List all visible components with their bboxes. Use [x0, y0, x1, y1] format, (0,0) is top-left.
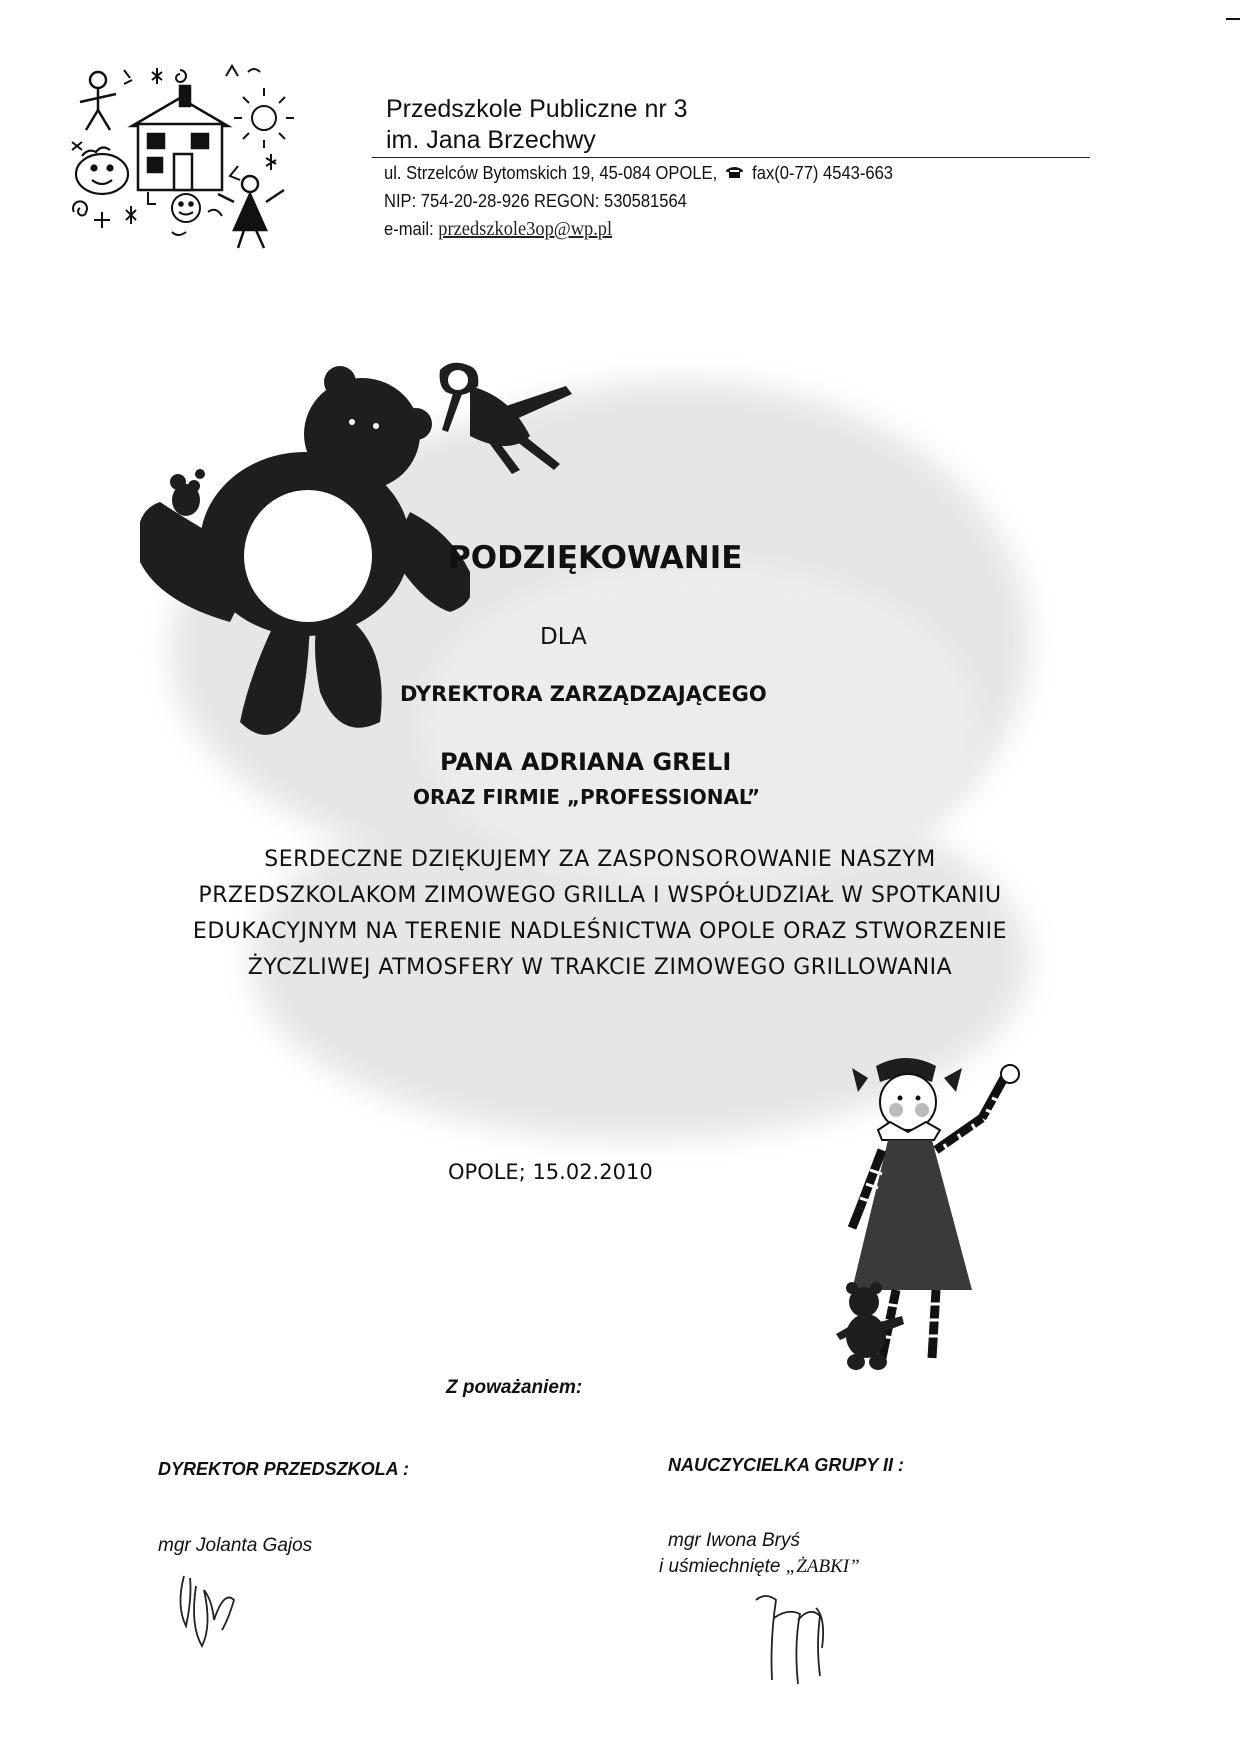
recipient-company: ORAZ FIRMIE „PROFESSIONAL”	[413, 785, 761, 809]
group-line	[659, 1556, 860, 1578]
tax-ids: NIP: 754-20-28-926 REGON: 530581564	[384, 191, 687, 211]
email-label: e-mail:	[384, 219, 434, 239]
message-line: ŻYCZLIWEJ ATMOSFERY W TRAKCIE ZIMOWEGO GRILLOWANIA	[247, 955, 953, 980]
address-text: ul. Strzelców Bytomskich 19, 45-084 OPOLE,	[384, 163, 718, 183]
letterhead-divider	[372, 157, 1090, 158]
sun-icon	[234, 88, 294, 148]
house-icon	[132, 86, 228, 190]
smiley-icon	[76, 147, 128, 194]
kindergarten-name-line2: im. Jana Brzechwy	[386, 126, 596, 154]
thank-you-message	[100, 842, 1100, 986]
small-bear-icon	[836, 1282, 906, 1372]
left-signatory-role: DYREKTOR PRZEDSZKOLA :	[158, 1459, 410, 1479]
recipient-prefix: DLA	[540, 624, 587, 650]
phone-icon	[725, 166, 743, 178]
message-line: SERDECZNE DZIĘKUJEMY ZA ZASPONSOROWANIE NASZYM	[264, 847, 936, 872]
right-signature	[746, 1588, 836, 1698]
kindergarten-logo	[68, 62, 318, 262]
recipient-name: PANA ADRIANA GRELI	[440, 748, 732, 776]
girl-figure-icon	[218, 176, 284, 248]
email-line	[384, 218, 612, 241]
group-name: „ŻABKI”	[785, 1556, 860, 1577]
address-line	[384, 163, 893, 184]
right-signatory-name: mgr Iwona Bryś	[668, 1530, 800, 1551]
stick-figure-icon	[80, 72, 116, 130]
kindergarten-name-line1: Przedszkole Publiczne nr 3	[386, 95, 688, 123]
recipient-role: DYREKTORA ZARZĄDZAJĄCEGO	[400, 682, 767, 706]
kindergarten-name	[386, 94, 688, 156]
right-signatory-role: NAUCZYCIELKA GRUPY II :	[668, 1455, 905, 1475]
closing-regards: Z poważaniem:	[446, 1377, 583, 1398]
message-line: EDUKACYJNYM NA TERENIE NADLEŚNICTWA OPOLE ORAZ STWORZENIE	[192, 919, 1008, 944]
group-prefix: i uśmiechnięte	[659, 1556, 781, 1577]
place-date: OPOLE; 15.02.2010	[448, 1160, 653, 1184]
certificate-title: PODZIĘKOWANIE	[448, 540, 743, 576]
scan-mark	[1226, 18, 1240, 20]
flying-doll-icon	[430, 360, 590, 490]
left-signature	[170, 1566, 240, 1656]
left-signatory-name: mgr Jolanta Gajos	[158, 1535, 313, 1556]
fax-text: fax(0-77) 4543-663	[752, 163, 894, 183]
message-line: PRZEDSZKOLAKOM ZIMOWEGO GRILLA I WSPÓŁUDZIAŁ W SPOTKANIU	[198, 883, 1002, 908]
email-link[interactable]: przedszkole3op@wp.pl	[438, 218, 613, 240]
background-cloud	[420, 560, 980, 890]
